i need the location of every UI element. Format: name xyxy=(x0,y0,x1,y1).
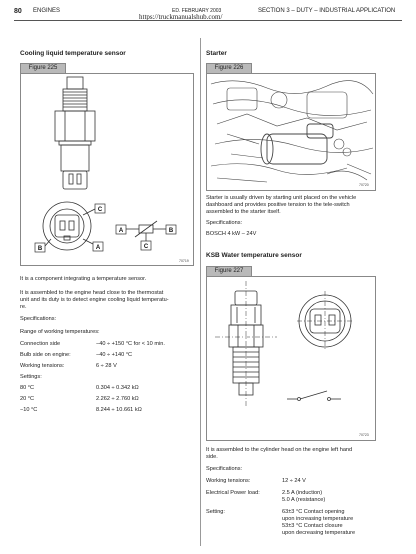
header-section-right: SECTION 3 – DUTY – INDUSTRIAL APPLICATION xyxy=(258,8,396,14)
ksb-sensor-drawing xyxy=(207,277,375,440)
section-title-cooling-sensor: Cooling liquid temperature sensor xyxy=(20,50,126,57)
callout-label: C xyxy=(143,244,149,250)
ksb-spec-value: upon decreasing temperature xyxy=(282,530,356,536)
spec-label: Bulb side on engine: xyxy=(20,352,71,358)
callout-label: B xyxy=(37,246,43,252)
starter-para-line: assembled to the starter itself. xyxy=(206,209,281,215)
header-url[interactable]: https://truckmanualshub.com/ xyxy=(139,13,223,21)
spec-label: Connection side xyxy=(20,341,61,347)
cooling-para-line: It is assembled to the engine head close to the thermostat xyxy=(20,290,164,296)
figure-label-225: Figure 225 xyxy=(20,63,66,74)
callout-label: C xyxy=(97,207,103,213)
figure-code: 70720 xyxy=(359,183,369,187)
ksb-spec-value: 53±3 °C Contact closure xyxy=(282,523,343,529)
figure-code: 70723 xyxy=(359,433,369,437)
cooling-para-line: re. xyxy=(20,304,27,310)
figure-226 xyxy=(206,73,376,191)
setting-value: 8.244 ÷ 10.661 kΩ xyxy=(96,407,142,413)
section-title-ksb: KSB Water temperature sensor xyxy=(206,252,302,259)
setting-label: −10 °C xyxy=(20,407,38,413)
figure-code: 70719 xyxy=(179,259,189,263)
spec-value: 6 ÷ 28 V xyxy=(96,363,117,369)
callout-label: B xyxy=(168,228,174,234)
ksb-spec-value: 63±3 °C Contact opening xyxy=(282,509,345,515)
ksb-spec-value: upon increasing temperature xyxy=(282,516,354,522)
ksb-spec-label: Setting: xyxy=(206,509,225,515)
setting-label: 80 °C xyxy=(20,385,35,391)
ksb-para-line: It is assembled to the cylinder head on the engine left hand xyxy=(206,447,353,453)
ksb-spec-value: 5.0 A (resistance) xyxy=(282,497,326,503)
page-header xyxy=(0,0,416,22)
starter-para-line: Starter is usually driven by starting unit placed on the vehicle xyxy=(206,195,357,201)
coolant-sensor-drawing xyxy=(21,74,193,265)
cooling-para-line: unit and its duty is to detect engine cooling liquid temperatu- xyxy=(20,297,169,303)
ksb-para-line: side. xyxy=(206,454,218,460)
setting-label: 20 °C xyxy=(20,396,35,402)
cooling-intro: It is a component integrating a temperature sensor. xyxy=(20,276,147,282)
setting-value: 0.304 ÷ 0.342 kΩ xyxy=(96,385,139,391)
specs-label: Specifications: xyxy=(20,316,57,322)
header-section-left: ENGINES xyxy=(33,8,61,14)
figure-label-226: Figure 226 xyxy=(206,63,252,74)
starter-para-line: dashboard and provides positive tension to the tele-switch xyxy=(206,202,350,208)
starter-specs-label: Specifications: xyxy=(206,220,243,226)
figure-227 xyxy=(206,276,376,441)
spec-label: Working tensions: xyxy=(20,363,65,369)
spec-value: −40 ÷ +150 °C for < 10 min. xyxy=(96,341,165,347)
callout-label: A xyxy=(118,228,124,234)
ksb-specs-label: Specifications: xyxy=(206,466,243,472)
range-label: Range of working temperatures: xyxy=(20,329,100,335)
ksb-spec-label: Electrical Power load: xyxy=(206,490,260,496)
ksb-spec-value: 2.5 A (induction) xyxy=(282,490,323,496)
column-divider xyxy=(200,38,201,546)
settings-label: Settings: xyxy=(20,374,42,380)
page-number: 80 xyxy=(14,8,22,15)
header-date: ED. FEBRUARY 2003 xyxy=(172,8,222,14)
section-title-starter: Starter xyxy=(206,50,227,57)
starter-spec-value: BOSCH 4 kW – 24V xyxy=(206,231,257,237)
ksb-spec-value: 12 ÷ 24 V xyxy=(282,478,306,484)
callout-label: A xyxy=(95,245,101,251)
figure-225 xyxy=(20,73,194,266)
header-rule xyxy=(14,20,402,21)
ksb-spec-label: Working tensions: xyxy=(206,478,251,484)
setting-value: 2.262 ÷ 2.760 kΩ xyxy=(96,396,139,402)
starter-drawing xyxy=(207,74,375,190)
spec-value: −40 ÷ +140 °C xyxy=(96,352,133,358)
figure-label-227: Figure 227 xyxy=(206,266,252,277)
